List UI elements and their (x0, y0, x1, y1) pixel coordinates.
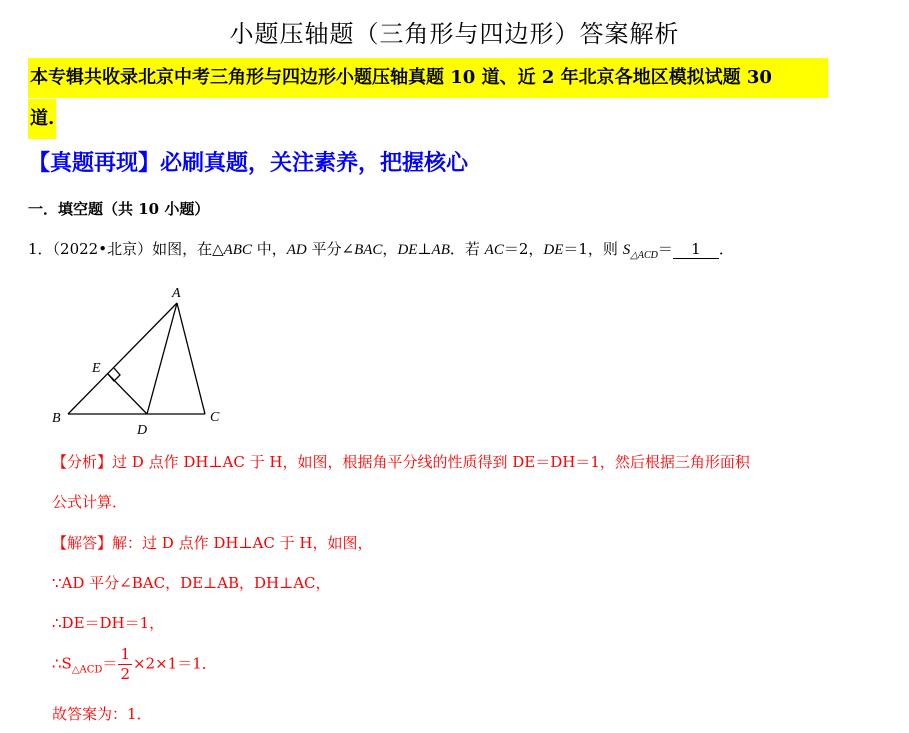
answer-blank: 1 (673, 240, 719, 259)
fraction-one-half: $\frac{1}{2}$ (120, 645, 130, 683)
segment-ad (147, 303, 177, 414)
side-ab (68, 303, 177, 414)
highlight-line-2: 道. (28, 99, 56, 139)
right-angle-mark (108, 368, 120, 381)
question-1: 1．（2022•北京）如图，在△ABC 中，AD 平分∠BAC，DE⊥AB．若 AC＝2，DE＝1，则 $S_{\triangle ACD}= 1$ ． (28, 240, 734, 261)
triangle-figure (40, 280, 240, 440)
analysis-line-2: 公式计算． (52, 493, 128, 511)
subsection-heading: 一．填空题（共 10 小题） (28, 200, 210, 218)
solution-line-4: $\therefore S_{\triangle ACD}=$ $\frac{1}{2}$ ×2×1＝1． (52, 645, 217, 683)
solution-line-2: ∵AD 平分∠BAC，DE⊥AB，DH⊥AC， (52, 574, 331, 592)
page-title: 小题压轴题（三角形与四边形）答案解析 (229, 20, 680, 48)
solution-line-3: ∴DE＝DH＝1， (52, 614, 165, 632)
label-d: D (137, 423, 148, 438)
side-ac (177, 303, 205, 414)
label-c: C (210, 410, 220, 425)
label-a: A (172, 286, 181, 301)
solution-line-1: 【解答】解：过 D 点作 DH⊥AC 于 H，如图， (52, 534, 373, 552)
analysis-line-1: 【分析】过 D 点作 DH⊥AC 于 H，如图，根据角平分线的性质得到 DE＝DH＝1，然后根据三角形面积 (52, 453, 750, 471)
label-e: E (92, 361, 101, 376)
label-b: B (52, 411, 61, 426)
section-heading: 【真题再现】必刷真题，关注素养，把握核心 (28, 151, 469, 176)
highlight-line-1: 本专辑共收录北京中考三角形与四边形小题压轴真题 10 道、近 2 年北京各地区模拟试题 30 (28, 58, 828, 98)
final-answer: 故答案为：1． (52, 705, 152, 723)
